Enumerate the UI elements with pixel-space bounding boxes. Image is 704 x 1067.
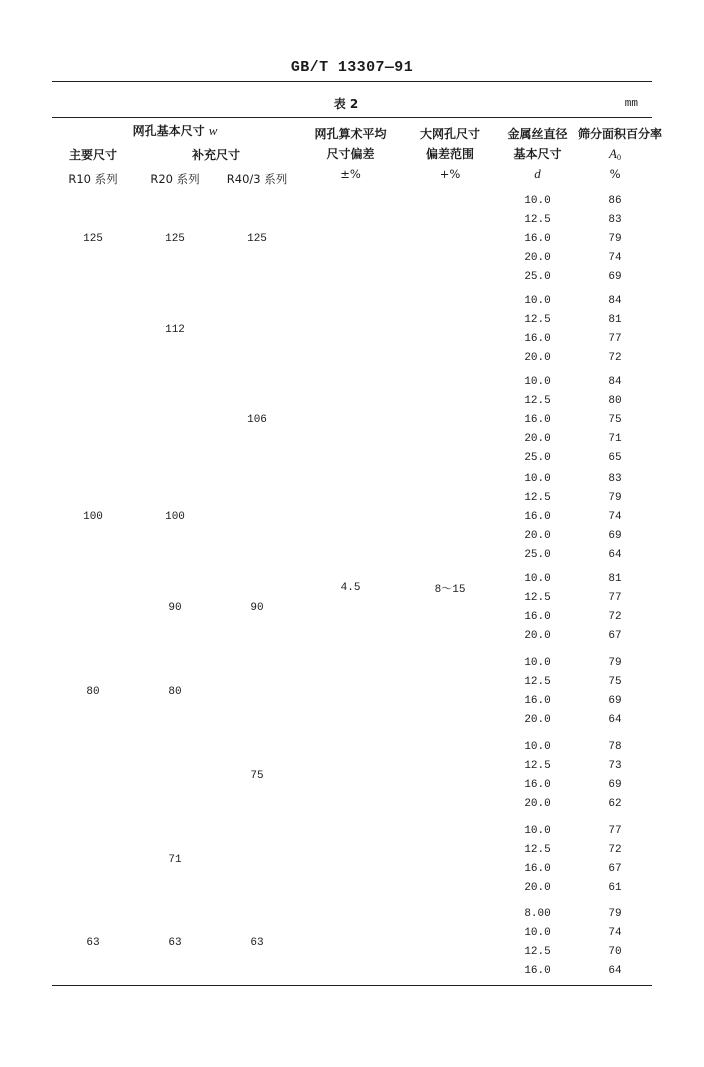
cell-r20-value: 80 <box>168 685 182 698</box>
table-body <box>52 191 652 986</box>
cell-r20-value: 63 <box>168 937 182 950</box>
open-area-value: 61 <box>608 881 622 894</box>
wire-diameter-value: 12.5 <box>524 491 551 504</box>
header-rule <box>52 81 652 82</box>
wire-diameter-value: 12.5 <box>524 591 551 604</box>
cell-wire-diameter <box>497 288 578 372</box>
cell-r10 <box>52 288 134 372</box>
cell-r40-3-value: 106 <box>247 414 267 426</box>
wire-diameter-value: 8.00 <box>524 908 551 921</box>
open-area-value: 73 <box>608 759 622 772</box>
open-area-value: 86 <box>608 194 622 207</box>
cell-r40-3 <box>216 734 298 818</box>
open-area-value: 81 <box>608 313 622 326</box>
cell-r40-3-value: 63 <box>250 937 264 950</box>
cell-wire-diameter <box>497 469 578 566</box>
cell-r20-value: 71 <box>168 853 182 866</box>
wire-diameter-value: 12.5 <box>524 675 551 688</box>
cell-r40-3 <box>216 191 298 288</box>
open-area-unit: % <box>609 167 621 182</box>
cell-r10-value: 63 <box>86 937 100 950</box>
open-area-value: 64 <box>608 548 622 561</box>
cell-open-area <box>578 288 652 372</box>
cell-open-area <box>578 818 652 902</box>
open-area-value: 79 <box>608 656 622 669</box>
wire-diameter-value: 20.0 <box>524 629 551 642</box>
cell-r20-value: 100 <box>165 511 185 523</box>
cell-mean-deviation-value: 4.5 <box>340 581 361 594</box>
cell-mean-deviation <box>298 191 403 986</box>
cell-wire-diameter <box>497 566 578 650</box>
wire-diameter-value: 25.0 <box>524 451 551 464</box>
cell-r20 <box>134 566 216 650</box>
wire-diameter-value: 20.0 <box>524 251 551 264</box>
wire-diameter-symbol-line <box>497 164 578 184</box>
open-area-value: 64 <box>608 965 622 978</box>
cell-r10 <box>52 902 134 986</box>
max-deviation-line-3: +% <box>439 167 461 182</box>
wire-diameter-value: 10.0 <box>524 824 551 837</box>
mean-deviation-line-3: ±% <box>340 167 361 182</box>
cell-r40-3-value: 125 <box>247 233 267 245</box>
cell-r40-3 <box>216 372 298 469</box>
wire-diameter-value: 16.0 <box>524 694 551 707</box>
open-area-value: 79 <box>608 491 622 504</box>
open-area-value: 69 <box>608 778 622 791</box>
cell-max-deviation <box>403 191 497 986</box>
open-area-value: 64 <box>608 713 622 726</box>
open-area-symbol: A <box>609 146 617 162</box>
wire-diameter-value: 10.0 <box>524 740 551 753</box>
cell-open-area <box>578 469 652 566</box>
cell-r20 <box>134 734 216 818</box>
wire-diameter-value: 20.0 <box>524 797 551 810</box>
col-header-r10: R10 系列 <box>68 171 118 186</box>
open-area-label: 筛分面积百分率 <box>578 127 663 142</box>
open-area-value: 81 <box>608 572 622 585</box>
wire-diameter-value: 16.0 <box>524 778 551 791</box>
cell-r10-value: 100 <box>83 511 103 523</box>
open-area-value: 83 <box>608 213 622 226</box>
wire-diameter-line-1: 金属丝直径 <box>507 127 568 142</box>
col-header-r20: R20 系列 <box>150 171 200 186</box>
col-header-principal: 主要尺寸 <box>68 148 117 162</box>
cell-r20-value: 125 <box>165 233 185 245</box>
cell-max-deviation-value: 8～15 <box>434 583 466 596</box>
col-header-mean-deviation <box>298 118 403 191</box>
wire-diameter-value: 20.0 <box>524 881 551 894</box>
wire-diameter-value: 20.0 <box>524 432 551 445</box>
cell-r10 <box>52 650 134 734</box>
open-area-value: 72 <box>608 843 622 856</box>
cell-r40-3 <box>216 288 298 372</box>
open-area-value: 71 <box>608 432 622 445</box>
max-deviation-line-2: 偏差范围 <box>426 147 475 162</box>
wire-diameter-value: 16.0 <box>524 332 551 345</box>
wire-diameter-value: 20.0 <box>524 351 551 364</box>
cell-open-area <box>578 650 652 734</box>
wire-diameter-value: 16.0 <box>524 232 551 245</box>
mean-deviation-line-1: 网孔算术平均 <box>314 127 387 142</box>
open-area-value: 65 <box>608 451 622 464</box>
wire-diameter-value: 16.0 <box>524 510 551 523</box>
cell-wire-diameter <box>497 734 578 818</box>
wire-diameter-value: 16.0 <box>524 965 551 978</box>
cell-r40-3 <box>216 902 298 986</box>
wire-diameter-value: 12.5 <box>524 394 551 407</box>
mean-deviation-line-2: 尺寸偏差 <box>326 147 375 162</box>
open-area-value: 78 <box>608 740 622 753</box>
cell-r20 <box>134 191 216 288</box>
cell-r40-3-value: 90 <box>250 601 264 614</box>
cell-r20 <box>134 372 216 469</box>
cell-wire-diameter <box>497 372 578 469</box>
open-area-value: 83 <box>608 472 622 485</box>
open-area-value: 67 <box>608 629 622 642</box>
open-area-value: 74 <box>608 510 622 523</box>
wire-diameter-value: 12.5 <box>524 946 551 959</box>
cell-open-area <box>578 734 652 818</box>
cell-wire-diameter <box>497 902 578 986</box>
open-area-value: 77 <box>608 332 622 345</box>
cell-r10 <box>52 818 134 902</box>
header-row-1 <box>52 118 652 144</box>
wire-diameter-value: 25.0 <box>524 548 551 561</box>
wire-diameter-line-2: 基本尺寸 <box>513 147 562 162</box>
cell-r40-3 <box>216 469 298 566</box>
open-area-value: 74 <box>608 927 622 940</box>
cell-r10 <box>52 734 134 818</box>
open-area-value: 75 <box>608 675 622 688</box>
cell-r20 <box>134 288 216 372</box>
wire-diameter-value: 20.0 <box>524 529 551 542</box>
cell-r10 <box>52 566 134 650</box>
col-header-aperture <box>52 118 298 144</box>
open-area-value: 77 <box>608 824 622 837</box>
standard-code: GB/T 13307—91 <box>290 59 414 76</box>
cell-r40-3 <box>216 650 298 734</box>
table-unit: mm <box>624 98 638 110</box>
open-area-value: 72 <box>608 351 622 364</box>
sieve-table <box>52 117 663 986</box>
wire-diameter-value: 10.0 <box>524 375 551 388</box>
open-area-value: 75 <box>608 413 622 426</box>
cell-r20 <box>134 650 216 734</box>
cell-r10-value: 125 <box>83 233 103 245</box>
col-header-open-area <box>578 118 663 191</box>
wire-diameter-value: 12.5 <box>524 759 551 772</box>
wire-diameter-value: 16.0 <box>524 862 551 875</box>
cell-r20 <box>134 818 216 902</box>
open-area-value: 69 <box>608 270 622 283</box>
open-area-value: 74 <box>608 251 622 264</box>
wire-diameter-value: 10.0 <box>524 194 551 207</box>
col-header-wire-diameter <box>497 118 578 191</box>
table-row-group <box>52 191 652 288</box>
open-area-value: 79 <box>608 908 622 921</box>
open-area-value: 84 <box>608 375 622 388</box>
cell-wire-diameter <box>497 650 578 734</box>
cell-wire-diameter <box>497 191 578 288</box>
wire-diameter-value: 10.0 <box>524 656 551 669</box>
open-area-value: 70 <box>608 946 622 959</box>
cell-r10 <box>52 469 134 566</box>
wire-diameter-value: 10.0 <box>524 294 551 307</box>
wire-diameter-value: 20.0 <box>524 713 551 726</box>
cell-wire-diameter <box>497 818 578 902</box>
wire-diameter-value: 12.5 <box>524 313 551 326</box>
table-header <box>52 118 663 191</box>
col-header-supplementary: 补充尺寸 <box>192 148 241 162</box>
cell-r20 <box>134 902 216 986</box>
open-area-value: 84 <box>608 294 622 307</box>
open-area-value: 62 <box>608 797 622 810</box>
aperture-symbol: w <box>208 122 218 138</box>
cell-open-area <box>578 191 652 288</box>
cell-r20-value: 112 <box>165 323 185 336</box>
cell-r20-value: 90 <box>168 601 182 614</box>
wire-diameter-value: 12.5 <box>524 843 551 856</box>
wire-diameter-value: 25.0 <box>524 270 551 283</box>
open-area-value: 72 <box>608 610 622 623</box>
open-area-symbol-line <box>578 144 652 164</box>
cell-open-area <box>578 902 652 986</box>
open-area-value: 67 <box>608 862 622 875</box>
wire-diameter-symbol: d <box>534 166 541 182</box>
cell-open-area <box>578 372 652 469</box>
wire-diameter-value: 10.0 <box>524 927 551 940</box>
open-area-value: 69 <box>608 694 622 707</box>
open-area-value: 80 <box>608 394 622 407</box>
max-deviation-line-1: 大网孔尺寸 <box>420 127 481 142</box>
open-area-value: 77 <box>608 591 622 604</box>
wire-diameter-value: 12.5 <box>524 213 551 226</box>
cell-open-area <box>578 566 652 650</box>
wire-diameter-value: 10.0 <box>524 572 551 585</box>
cell-r40-3 <box>216 566 298 650</box>
col-header-r40-3: R40/3 系列 <box>226 171 288 186</box>
cell-r10 <box>52 191 134 288</box>
open-area-subscript: 0 <box>617 153 621 163</box>
wire-diameter-value: 10.0 <box>524 472 551 485</box>
open-area-value: 69 <box>608 529 622 542</box>
cell-r20 <box>134 469 216 566</box>
cell-r10 <box>52 372 134 469</box>
table-caption: 表 2 <box>333 97 359 111</box>
col-header-max-deviation <box>403 118 497 191</box>
wire-diameter-value: 16.0 <box>524 610 551 623</box>
cell-r10-value: 80 <box>86 685 100 698</box>
aperture-label: 网孔基本尺寸 <box>132 123 205 138</box>
wire-diameter-value: 16.0 <box>524 413 551 426</box>
open-area-value: 79 <box>608 232 622 245</box>
cell-r40-3-value: 75 <box>250 769 264 782</box>
cell-r40-3 <box>216 818 298 902</box>
